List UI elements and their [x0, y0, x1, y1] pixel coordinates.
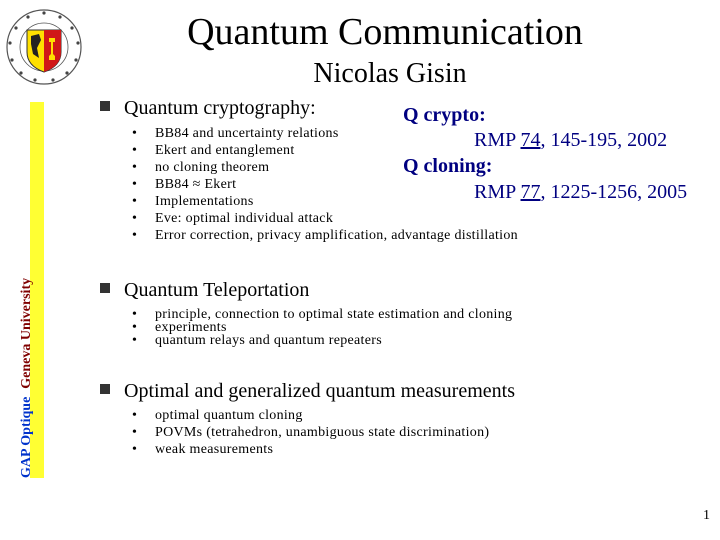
square-bullet-icon: [100, 283, 110, 293]
reference-journal: RMP: [474, 181, 516, 203]
section-quantum-measurements: [100, 379, 515, 458]
bullet-icon: •: [132, 425, 138, 440]
sidebar-affiliation: [20, 278, 34, 478]
q-cloning-heading: Q cloning:: [403, 155, 493, 177]
list-item: • Implementations: [132, 194, 254, 209]
q-cloning-reference: [474, 180, 687, 204]
list-item: • principle, connection to optimal state estimation and cloning: [132, 307, 513, 322]
list-item: • BB84 and uncertainty relations: [132, 126, 339, 141]
bullet-list: [100, 125, 518, 244]
bullet-icon: •: [132, 307, 138, 322]
section-heading: Optimal and generalized quantum measurements: [100, 379, 515, 403]
list-item: • optimal quantum cloning: [132, 408, 303, 423]
reference-volume: 77: [520, 181, 541, 203]
bullet-icon: •: [132, 320, 138, 335]
sidebar-group-name: GAP Optique: [19, 396, 34, 478]
reference-pages-year: , 145-195, 2002: [540, 129, 668, 151]
bullet-icon: •: [132, 333, 138, 348]
list-item: • quantum relays and quantum repeaters: [132, 333, 382, 348]
square-bullet-icon: [100, 101, 110, 111]
list-item: • Error correction, privacy amplification, advantage distillation: [132, 228, 518, 243]
bullet-list: [100, 308, 512, 347]
bullet-icon: •: [132, 228, 138, 243]
geneva-university-seal-icon: [5, 8, 83, 86]
bullet-icon: •: [132, 160, 138, 175]
reference-volume: 74: [520, 129, 541, 151]
reference-journal: RMP: [474, 129, 516, 151]
bullet-icon: •: [132, 126, 138, 141]
section-heading: Quantum Teleportation: [100, 278, 512, 302]
bullet-icon: •: [132, 143, 138, 158]
slide-subtitle-author: Nicolas Gisin: [313, 58, 467, 89]
list-item: • Eve: optimal individual attack: [132, 211, 334, 226]
q-crypto-heading: Q crypto:: [403, 104, 486, 126]
bullet-icon: •: [132, 194, 138, 209]
list-item: • weak measurements: [132, 442, 274, 457]
list-item: • no cloning theorem: [132, 160, 270, 175]
sidebar-university-name: Geneva University: [19, 277, 34, 389]
list-item: • Ekert and entanglement: [132, 143, 295, 158]
square-bullet-icon: [100, 384, 110, 394]
q-crypto-reference: [474, 128, 667, 152]
bullet-icon: •: [132, 211, 138, 226]
bullet-list: [100, 407, 515, 458]
page-number: 1: [703, 508, 710, 523]
bullet-icon: •: [132, 177, 138, 192]
slide-title: Quantum Communication: [187, 11, 583, 53]
reference-pages-year: , 1225-1256, 2005: [540, 181, 688, 203]
section-quantum-teleportation: [100, 278, 512, 347]
list-item: • BB84 ≈ Ekert: [132, 177, 237, 192]
bullet-icon: •: [132, 442, 138, 457]
bullet-icon: •: [132, 408, 138, 423]
section-heading: Quantum cryptography:: [100, 96, 518, 120]
list-item: • experiments: [132, 320, 227, 335]
list-item: • POVMs (tetrahedron, unambiguous state discrimination): [132, 425, 490, 440]
